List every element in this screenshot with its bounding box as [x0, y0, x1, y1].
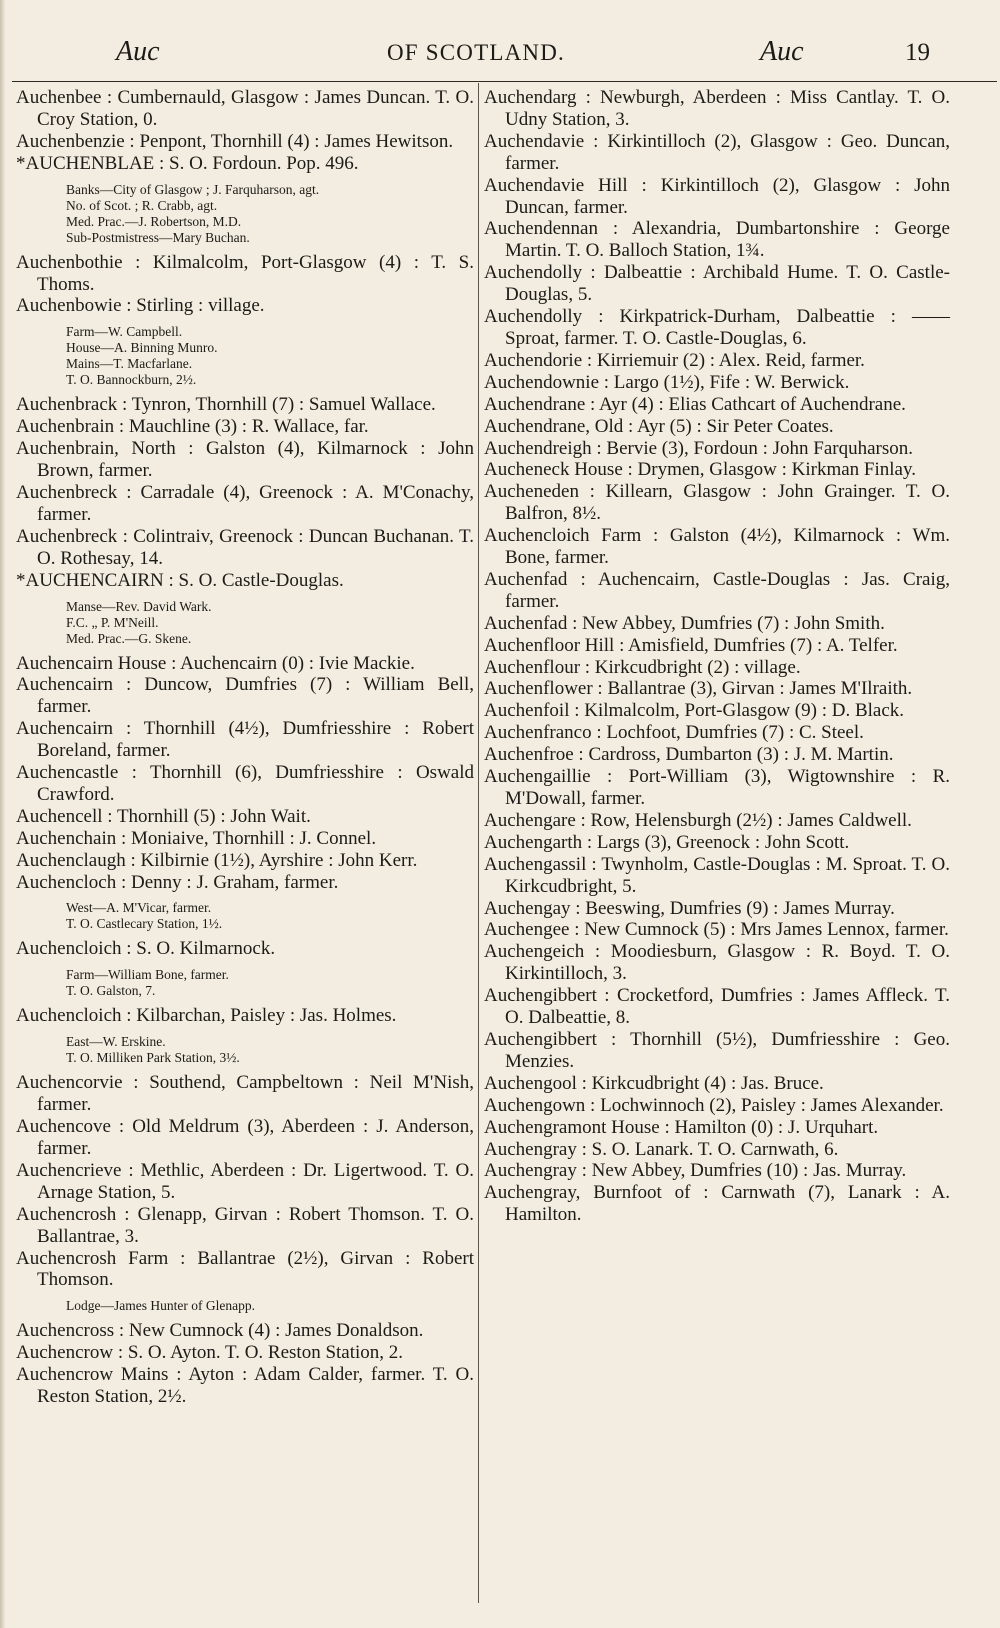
gazetteer-entry: Auchenfoil : Kilmalcolm, Port-Glasgow (9) : D. Black. — [484, 700, 905, 722]
gazetteer-entry: Auchencloch : Denny : J. Graham, farmer. — [16, 871, 339, 893]
gazetteer-entry: Aucheneck House : Drymen, Glasgow : Kirkman Finlay. — [484, 459, 916, 481]
gazetteer-entry: Aucheneden : Killearn, Glasgow : John Grainger. T. O. Balfron, 8½. — [484, 481, 950, 525]
gazetteer-entry: Auchencastle : Thornhill (6), Dumfriesshire : Oswald Crawford. — [16, 762, 474, 805]
gazetteer-entry: Auchenfad : Auchencairn, Castle-Douglas : Jas. Craig, farmer. — [484, 568, 950, 612]
sub-entry-line: T. O. Milliken Park Station, 3½. — [66, 1050, 240, 1066]
gazetteer-entry: Auchenflour : Kirkcudbright (2) : village. — [484, 656, 801, 678]
gazetteer-entry: Auchencross : New Cumnock (4) : James Donaldson. — [16, 1320, 424, 1342]
header-left-word: Auc — [116, 36, 160, 67]
sub-entry-block — [16, 182, 474, 246]
sub-entry-line: T. O. Galston, 7. — [66, 983, 156, 999]
gazetteer-entry: Auchencrieve : Methlic, Aberdeen : Dr. Ligertwood. T. O. Arnage Station, 5. — [16, 1159, 474, 1203]
gazetteer-entry: Auchencairn : Duncow, Dumfries (7) : William Bell, farmer. — [16, 674, 474, 718]
gazetteer-entry: Auchengray : S. O. Lanark. T. O. Carnwath, 6. — [484, 1138, 839, 1160]
gazetteer-entry: Auchencove : Old Meldrum (3), Aberdeen : J. Anderson, farmer. — [16, 1116, 474, 1159]
gazetteer-entry: Auchencloich : S. O. Kilmarnock. — [16, 938, 276, 960]
gazetteer-entry: Auchengare : Row, Helensburgh (2½) : James Caldwell. — [484, 809, 912, 831]
sub-entry-line: Lodge—James Hunter of Glenapp. — [66, 1298, 255, 1314]
gazetteer-entry: Auchencrow : S. O. Ayton. T. O. Reston Station, 2. — [16, 1342, 404, 1364]
sub-entry-line: No. of Scot. ; R. Crabb, agt. — [66, 197, 218, 213]
gazetteer-entry: Auchengee : New Cumnock (5) : Mrs James Lennox, farmer. — [484, 919, 949, 941]
gazetteer-entry: Auchendavie : Kirkintilloch (2), Glasgow : Geo. Duncan, farmer. — [484, 130, 950, 174]
gazetteer-entry: Auchenbrain : Mauchline (3) : R. Wallace, far. — [16, 416, 369, 438]
header-title: OF SCOTLAND. — [387, 40, 565, 65]
gazetteer-entry: Auchendolly : Dalbeattie : Archibald Hume. T. O. Castle-Douglas, 5. — [484, 262, 950, 306]
gazetteer-entry: Auchengray, Burnfoot of : Carnwath (7), Lanark : A. Hamilton. — [484, 1182, 950, 1226]
column-divider — [478, 83, 479, 1603]
gazetteer-entry: Auchencrosh : Glenapp, Girvan : Robert Thomson. T. O. Ballantrae, 3. — [16, 1203, 474, 1247]
sub-entry-line: Sub-Postmistress—Mary Buchan. — [66, 229, 250, 245]
sub-entry-line: Farm—William Bone, farmer. — [66, 967, 229, 983]
gazetteer-entry: Auchengray : New Abbey, Dumfries (10) : Jas. Murray. — [484, 1160, 907, 1182]
sub-entry-line: Mains—T. Macfarlane. — [66, 356, 193, 372]
header-rule — [12, 81, 997, 82]
gazetteer-entry: Auchencairn : Thornhill (4½), Dumfriesshire : Robert Boreland, farmer. — [16, 718, 474, 762]
gazetteer-entry: Auchenbreck : Colintraiv, Greenock : Duncan Buchanan. T. O. Rothesay, 14. — [16, 525, 474, 569]
gazetteer-entry: Auchendrane : Ayr (4) : Elias Cathcart of Auchendrane. — [484, 393, 906, 415]
gazetteer-entry: Auchengown : Lochwinnoch (2), Paisley : James Alexander. — [484, 1094, 944, 1116]
sub-entry-line: East—W. Erskine. — [66, 1034, 166, 1050]
gazetteer-entry: Auchengay : Beeswing, Dumfries (9) : James Murray. — [484, 897, 895, 919]
gazetteer-entry: Auchenclaugh : Kilbirnie (1½), Ayrshire : John Kerr. — [16, 849, 418, 871]
gazetteer-entry: Auchengramont House : Hamilton (0) : J. Urquhart. — [484, 1116, 879, 1138]
gazetteer-entry: Auchencell : Thornhill (5) : John Wait. — [16, 805, 311, 827]
gazetteer-entry: Auchendreigh : Bervie (3), Fordoun : John Farquharson. — [484, 437, 914, 459]
gazetteer-entry: Auchenbee : Cumbernauld, Glasgow : James Duncan. T. O. Croy Station, 0. — [16, 87, 474, 130]
gazetteer-entry: Auchencrow Mains : Ayton : Adam Calder, farmer. T. O. Reston Station, 2½. — [16, 1364, 474, 1408]
page-number: 19 — [905, 39, 930, 66]
gazetteer-entry: Auchengeich : Moodiesburn, Glasgow : R. Boyd. T. O. Kirkintilloch, 3. — [484, 941, 950, 985]
gazetteer-entry: Auchengool : Kirkcudbright (4) : Jas. Bruce. — [484, 1072, 824, 1094]
gazetteer-entry: Auchencloich : Kilbarchan, Paisley : Jas. Holmes. — [16, 1005, 397, 1027]
gazetteer-entry: *AUCHENCAIRN : S. O. Castle-Douglas. — [16, 569, 344, 591]
gazetteer-entry: Auchenfloor Hill : Amisfield, Dumfries (7) : A. Telfer. — [484, 634, 898, 656]
gazetteer-entry: Auchengibbert : Crocketford, Dumfries : James Affleck. T. O. Dalbeattie, 8. — [484, 985, 950, 1029]
gazetteer-entry: Auchenbothie : Kilmalcolm, Port-Glasgow (4) : T. S. Thoms. — [16, 251, 474, 295]
gazetteer-entry: Auchenbowie : Stirling : village. — [16, 295, 265, 317]
sub-entry-line: Med. Prac.—J. Robertson, M.D. — [66, 213, 242, 229]
gazetteer-entry: Auchendavie Hill : Kirkintilloch (2), Glasgow : John Duncan, farmer. — [484, 174, 950, 218]
gazetteer-entry: Auchenfad : New Abbey, Dumfries (7) : John Smith. — [484, 612, 885, 634]
gazetteer-entry: Auchendrane, Old : Ayr (5) : Sir Peter Coates. — [484, 415, 834, 437]
gazetteer-entry: Auchenfroe : Cardross, Dumbarton (3) : J. M. Martin. — [484, 744, 894, 766]
gazetteer-entry: Auchendarg : Newburgh, Aberdeen : Miss Cantlay. T. O. Udny Station, 3. — [484, 87, 950, 130]
sub-entry-line: F.C. „ P. M'Neill. — [66, 614, 159, 630]
gazetteer-entry: Auchenbrain, North : Galston (4), Kilmarnock : John Brown, farmer. — [16, 438, 474, 482]
sub-entry-line: Farm—W. Campbell. — [66, 324, 183, 340]
gazetteer-entry: Auchencloich Farm : Galston (4½), Kilmarnock : Wm. Bone, farmer. — [484, 525, 950, 569]
gazetteer-entry: Auchenflower : Ballantrae (3), Girvan : James M'Ilraith. — [484, 678, 913, 700]
gazetteer-entry: Auchencorvie : Southend, Campbeltown : Neil M'Nish, farmer. — [16, 1072, 474, 1116]
sub-entry-line: Banks—City of Glasgow ; J. Farquharson, agt. — [66, 181, 320, 197]
gazetteer-entry: Auchengaillie : Port-William (3), Wigtownshire : R. M'Dowall, farmer. — [484, 766, 950, 809]
sub-entry-block — [16, 900, 474, 932]
gazetteer-entry: Auchendennan : Alexandria, Dumbartonshire : George Martin. T. O. Balloch Station, 1¾. — [484, 218, 950, 262]
gazetteer-entry: Auchenbrack : Tynron, Thornhill (7) : Samuel Wallace. — [16, 394, 436, 416]
gazetteer-entry: *AUCHENBLAE : S. O. Fordoun. Pop. 496. — [16, 152, 359, 174]
sub-entry-block — [16, 324, 474, 388]
sub-entry-line: West—A. M'Vicar, farmer. — [66, 900, 212, 916]
gazetteer-entry: Auchenchain : Moniaive, Thornhill : J. Connel. — [16, 827, 377, 849]
gazetteer-entry: Auchendownie : Largo (1½), Fife : W. Berwick. — [484, 371, 850, 393]
sub-entry-block — [16, 1298, 474, 1314]
left-column — [16, 87, 474, 1408]
gazetteer-entry: Auchendorie : Kirriemuir (2) : Alex. Reid, farmer. — [484, 349, 865, 371]
header-right-word: Auc — [760, 36, 804, 67]
sub-entry-block — [16, 599, 474, 647]
sub-entry-line: T. O. Castlecary Station, 1½. — [66, 916, 223, 932]
gazetteer-entry: Auchengibbert : Thornhill (5½), Dumfriesshire : Geo. Menzies. — [484, 1028, 950, 1072]
page-edge — [0, 0, 5, 1628]
sub-entry-block — [16, 1034, 474, 1066]
sub-entry-line: House—A. Binning Munro. — [66, 340, 218, 356]
sub-entry-line: Manse—Rev. David Wark. — [66, 598, 212, 614]
running-header — [0, 36, 1000, 76]
gazetteer-entry: Auchencairn House : Auchencairn (0) : Ivie Mackie. — [16, 652, 415, 674]
gazetteer-entry: Auchengassil : Twynholm, Castle-Douglas : M. Sproat. T. O. Kirkcudbright, 5. — [484, 853, 950, 897]
right-column — [484, 87, 950, 1226]
gazetteer-entry: Auchengarth : Largs (3), Greenock : John Scott. — [484, 831, 850, 853]
sub-entry-block — [16, 967, 474, 999]
sub-entry-line: T. O. Bannockburn, 2½. — [66, 372, 197, 388]
gazetteer-entry: Auchendolly : Kirkpatrick-Durham, Dalbeattie : —— Sproat, farmer. T. O. Castle-Douglas, 6. — [484, 306, 950, 349]
gazetteer-entry: Auchenfranco : Lochfoot, Dumfries (7) : C. Steel. — [484, 722, 864, 744]
gazetteer-entry: Auchencrosh Farm : Ballantrae (2½), Girvan : Robert Thomson. — [16, 1247, 474, 1291]
gazetteer-entry: Auchenbreck : Carradale (4), Greenock : A. M'Conachy, farmer. — [16, 481, 474, 525]
gazetteer-entry: Auchenbenzie : Penpont, Thornhill (4) : James Hewitson. — [16, 130, 454, 152]
sub-entry-line: Med. Prac.—G. Skene. — [66, 630, 192, 646]
